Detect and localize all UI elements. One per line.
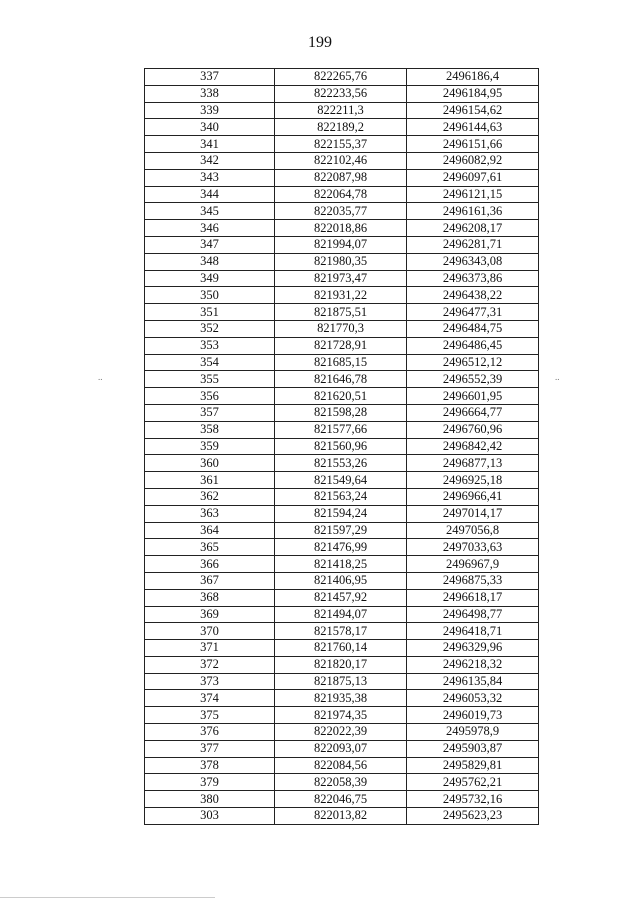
x-coordinate-cell: 821770,3 (275, 320, 407, 337)
x-coordinate-cell: 821973,47 (275, 270, 407, 287)
table-row (145, 740, 539, 757)
x-coordinate-cell: 821931,22 (275, 287, 407, 304)
table-row (145, 270, 539, 287)
point-number-cell: 373 (145, 673, 275, 690)
margin-mark-left: .. (98, 372, 103, 382)
point-number-cell: 351 (145, 304, 275, 321)
x-coordinate-cell: 822189,2 (275, 119, 407, 136)
table-row (145, 85, 539, 102)
point-number-cell: 344 (145, 186, 275, 203)
point-number-cell: 355 (145, 371, 275, 388)
table-row (145, 203, 539, 220)
table-row (145, 186, 539, 203)
x-coordinate-cell: 822046,75 (275, 791, 407, 808)
point-number-cell: 377 (145, 740, 275, 757)
y-coordinate-cell: 2496019,73 (407, 707, 539, 724)
y-coordinate-cell: 2496151,66 (407, 136, 539, 153)
table-row (145, 472, 539, 489)
y-coordinate-cell: 2495762,21 (407, 774, 539, 791)
x-coordinate-cell: 822084,56 (275, 757, 407, 774)
table-row (145, 455, 539, 472)
x-coordinate-cell: 821553,26 (275, 455, 407, 472)
point-number-cell: 372 (145, 656, 275, 673)
x-coordinate-cell: 821560,96 (275, 438, 407, 455)
point-number-cell: 346 (145, 220, 275, 237)
x-coordinate-cell: 822087,98 (275, 169, 407, 186)
point-number-cell: 337 (145, 69, 275, 86)
point-number-cell: 353 (145, 337, 275, 354)
point-number-cell: 347 (145, 236, 275, 253)
point-number-cell: 341 (145, 136, 275, 153)
table-row (145, 488, 539, 505)
y-coordinate-cell: 2496512,12 (407, 354, 539, 371)
table-row (145, 589, 539, 606)
y-coordinate-cell: 2496477,31 (407, 304, 539, 321)
table-row (145, 236, 539, 253)
point-number-cell: 380 (145, 791, 275, 808)
table-row (145, 505, 539, 522)
table-row (145, 707, 539, 724)
table-row (145, 791, 539, 808)
x-coordinate-cell: 821594,24 (275, 505, 407, 522)
y-coordinate-cell: 2496343,08 (407, 253, 539, 270)
y-coordinate-cell: 2496438,22 (407, 287, 539, 304)
point-number-cell: 348 (145, 253, 275, 270)
x-coordinate-cell: 822022,39 (275, 724, 407, 741)
x-coordinate-cell: 822155,37 (275, 136, 407, 153)
y-coordinate-cell: 2497056,8 (407, 522, 539, 539)
y-coordinate-cell: 2496552,39 (407, 371, 539, 388)
y-coordinate-cell: 2496601,95 (407, 388, 539, 405)
x-coordinate-cell: 821597,29 (275, 522, 407, 539)
bottom-rule (0, 897, 215, 898)
table-row (145, 556, 539, 573)
y-coordinate-cell: 2496053,32 (407, 690, 539, 707)
y-coordinate-cell: 2496281,71 (407, 236, 539, 253)
point-number-cell: 371 (145, 640, 275, 657)
y-coordinate-cell: 2496967,9 (407, 556, 539, 573)
table-row (145, 304, 539, 321)
point-number-cell: 338 (145, 85, 275, 102)
point-number-cell: 339 (145, 102, 275, 119)
point-number-cell: 345 (145, 203, 275, 220)
y-coordinate-cell: 2496373,86 (407, 270, 539, 287)
point-number-cell: 359 (145, 438, 275, 455)
x-coordinate-cell: 821974,35 (275, 707, 407, 724)
table-row (145, 102, 539, 119)
table-row (145, 724, 539, 741)
coordinates-table (144, 68, 539, 825)
y-coordinate-cell: 2496186,4 (407, 69, 539, 86)
point-number-cell: 375 (145, 707, 275, 724)
table-row (145, 640, 539, 657)
point-number-cell: 370 (145, 623, 275, 640)
y-coordinate-cell: 2495978,9 (407, 724, 539, 741)
point-number-cell: 352 (145, 320, 275, 337)
x-coordinate-cell: 822064,78 (275, 186, 407, 203)
point-number-cell: 350 (145, 287, 275, 304)
y-coordinate-cell: 2496208,17 (407, 220, 539, 237)
y-coordinate-cell: 2497014,17 (407, 505, 539, 522)
x-coordinate-cell: 821875,13 (275, 673, 407, 690)
table-row (145, 337, 539, 354)
table-row (145, 808, 539, 825)
x-coordinate-cell: 822093,07 (275, 740, 407, 757)
table-row (145, 388, 539, 405)
x-coordinate-cell: 822058,39 (275, 774, 407, 791)
point-number-cell: 364 (145, 522, 275, 539)
y-coordinate-cell: 2495732,16 (407, 791, 539, 808)
x-coordinate-cell: 822102,46 (275, 152, 407, 169)
x-coordinate-cell: 821418,25 (275, 556, 407, 573)
x-coordinate-cell: 821980,35 (275, 253, 407, 270)
table-row (145, 119, 539, 136)
x-coordinate-cell: 821563,24 (275, 488, 407, 505)
point-number-cell: 376 (145, 724, 275, 741)
table-row (145, 623, 539, 640)
x-coordinate-cell: 821578,17 (275, 623, 407, 640)
point-number-cell: 379 (145, 774, 275, 791)
y-coordinate-cell: 2496486,45 (407, 337, 539, 354)
y-coordinate-cell: 2496144,63 (407, 119, 539, 136)
point-number-cell: 354 (145, 354, 275, 371)
table-row (145, 673, 539, 690)
point-number-cell: 349 (145, 270, 275, 287)
x-coordinate-cell: 821598,28 (275, 404, 407, 421)
point-number-cell: 357 (145, 404, 275, 421)
x-coordinate-cell: 822013,82 (275, 808, 407, 825)
table-row (145, 152, 539, 169)
y-coordinate-cell: 2496925,18 (407, 472, 539, 489)
point-number-cell: 362 (145, 488, 275, 505)
point-number-cell: 358 (145, 421, 275, 438)
x-coordinate-cell: 821760,14 (275, 640, 407, 657)
y-coordinate-cell: 2496842,42 (407, 438, 539, 455)
y-coordinate-cell: 2496664,77 (407, 404, 539, 421)
x-coordinate-cell: 821820,17 (275, 656, 407, 673)
y-coordinate-cell: 2496082,92 (407, 152, 539, 169)
y-coordinate-cell: 2496218,32 (407, 656, 539, 673)
y-coordinate-cell: 2496618,17 (407, 589, 539, 606)
coordinates-table-body (145, 69, 539, 825)
table-row (145, 774, 539, 791)
point-number-cell: 342 (145, 152, 275, 169)
point-number-cell: 340 (145, 119, 275, 136)
y-coordinate-cell: 2496498,77 (407, 606, 539, 623)
x-coordinate-cell: 821994,07 (275, 236, 407, 253)
y-coordinate-cell: 2496135,84 (407, 673, 539, 690)
table-row (145, 169, 539, 186)
point-number-cell: 378 (145, 757, 275, 774)
table-row (145, 421, 539, 438)
point-number-cell: 367 (145, 572, 275, 589)
x-coordinate-cell: 821406,95 (275, 572, 407, 589)
table-row (145, 757, 539, 774)
point-number-cell: 366 (145, 556, 275, 573)
x-coordinate-cell: 821620,51 (275, 388, 407, 405)
table-row (145, 136, 539, 153)
point-number-cell: 343 (145, 169, 275, 186)
y-coordinate-cell: 2496097,61 (407, 169, 539, 186)
point-number-cell: 303 (145, 808, 275, 825)
point-number-cell: 369 (145, 606, 275, 623)
y-coordinate-cell: 2495829,81 (407, 757, 539, 774)
point-number-cell: 365 (145, 539, 275, 556)
table-row (145, 522, 539, 539)
y-coordinate-cell: 2496966,41 (407, 488, 539, 505)
y-coordinate-cell: 2496760,96 (407, 421, 539, 438)
x-coordinate-cell: 821494,07 (275, 606, 407, 623)
table-row (145, 690, 539, 707)
x-coordinate-cell: 822211,3 (275, 102, 407, 119)
x-coordinate-cell: 821935,38 (275, 690, 407, 707)
margin-mark-right: .. (555, 372, 560, 382)
page-number: 199 (308, 34, 332, 51)
point-number-cell: 368 (145, 589, 275, 606)
table-row (145, 320, 539, 337)
y-coordinate-cell: 2497033,63 (407, 539, 539, 556)
x-coordinate-cell: 821476,99 (275, 539, 407, 556)
y-coordinate-cell: 2496329,96 (407, 640, 539, 657)
table-row (145, 69, 539, 86)
y-coordinate-cell: 2495623,23 (407, 808, 539, 825)
point-number-cell: 356 (145, 388, 275, 405)
table-row (145, 354, 539, 371)
y-coordinate-cell: 2496161,36 (407, 203, 539, 220)
table-row (145, 404, 539, 421)
y-coordinate-cell: 2496121,15 (407, 186, 539, 203)
table-row (145, 572, 539, 589)
table-row (145, 438, 539, 455)
y-coordinate-cell: 2496484,75 (407, 320, 539, 337)
x-coordinate-cell: 822233,56 (275, 85, 407, 102)
y-coordinate-cell: 2496877,13 (407, 455, 539, 472)
point-number-cell: 363 (145, 505, 275, 522)
table-row (145, 606, 539, 623)
y-coordinate-cell: 2496154,62 (407, 102, 539, 119)
point-number-cell: 361 (145, 472, 275, 489)
table-row (145, 287, 539, 304)
x-coordinate-cell: 822265,76 (275, 69, 407, 86)
table-row (145, 656, 539, 673)
x-coordinate-cell: 821577,66 (275, 421, 407, 438)
table-row (145, 539, 539, 556)
x-coordinate-cell: 821685,15 (275, 354, 407, 371)
y-coordinate-cell: 2495903,87 (407, 740, 539, 757)
table-row (145, 253, 539, 270)
x-coordinate-cell: 821457,92 (275, 589, 407, 606)
x-coordinate-cell: 822018,86 (275, 220, 407, 237)
x-coordinate-cell: 821646,78 (275, 371, 407, 388)
x-coordinate-cell: 821875,51 (275, 304, 407, 321)
x-coordinate-cell: 821549,64 (275, 472, 407, 489)
point-number-cell: 360 (145, 455, 275, 472)
table-row (145, 371, 539, 388)
x-coordinate-cell: 821728,91 (275, 337, 407, 354)
table-row (145, 220, 539, 237)
y-coordinate-cell: 2496875,33 (407, 572, 539, 589)
x-coordinate-cell: 822035,77 (275, 203, 407, 220)
y-coordinate-cell: 2496184,95 (407, 85, 539, 102)
y-coordinate-cell: 2496418,71 (407, 623, 539, 640)
point-number-cell: 374 (145, 690, 275, 707)
